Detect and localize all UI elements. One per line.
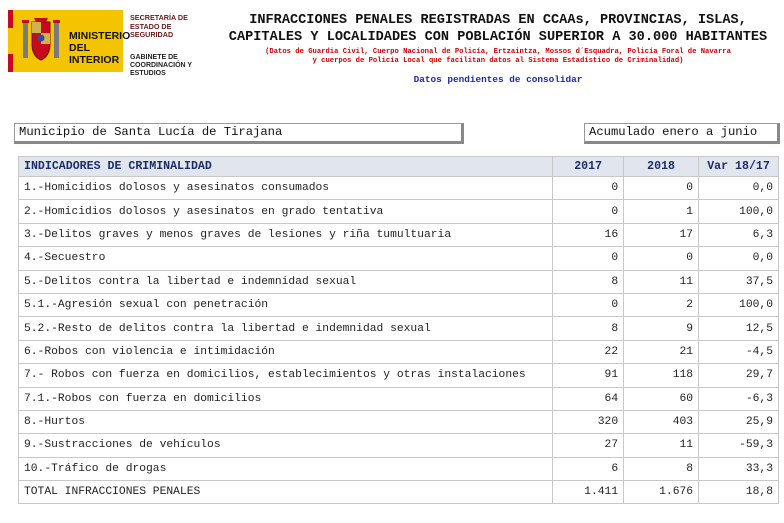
value-2018-cell: 11 bbox=[624, 434, 699, 457]
pending-notice: Datos pendientes de consolidar bbox=[413, 74, 583, 85]
table-row bbox=[19, 340, 779, 363]
value-2018-cell: 0 bbox=[624, 247, 699, 270]
total-label-cell: TOTAL INFRACCIONES PENALES bbox=[19, 481, 553, 504]
value-2017-cell: 8 bbox=[553, 317, 624, 340]
value-2017-cell: 0 bbox=[553, 247, 624, 270]
value-2018-cell: 17 bbox=[624, 223, 699, 246]
ministry-line1: MINISTERIO bbox=[69, 30, 131, 42]
variation-cell: 25,9 bbox=[699, 410, 779, 433]
subtitle-line2: y cuerpos de Policía Local que facilitan datos al Sistema Estadístico de Criminalidad) bbox=[312, 57, 684, 65]
total-2017-cell: 1.411 bbox=[553, 481, 624, 504]
indicator-cell: 5.1.-Agresión sexual con penetración bbox=[19, 293, 553, 316]
value-2018-cell: 403 bbox=[624, 410, 699, 433]
indicator-cell: 9.-Sustracciones de vehículos bbox=[19, 434, 553, 457]
value-2018-cell: 21 bbox=[624, 340, 699, 363]
variation-cell: 37,5 bbox=[699, 270, 779, 293]
variation-cell: 29,7 bbox=[699, 364, 779, 387]
value-2018-cell: 118 bbox=[624, 364, 699, 387]
value-2017-cell: 320 bbox=[553, 410, 624, 433]
value-2017-cell: 0 bbox=[553, 200, 624, 223]
header-variation: Var 18/17 bbox=[699, 157, 779, 177]
table-row bbox=[19, 317, 779, 340]
total-variation-cell: 18,8 bbox=[699, 481, 779, 504]
gabinete-label: GABINETE DE COORDINACIÓN Y ESTUDIOS bbox=[130, 54, 192, 77]
value-2017-cell: 22 bbox=[553, 340, 624, 363]
ministry-line2: DEL INTERIOR bbox=[69, 42, 120, 66]
value-2017-cell: 64 bbox=[553, 387, 624, 410]
value-2017-cell: 0 bbox=[553, 177, 624, 200]
table-row bbox=[19, 247, 779, 270]
table-header-row bbox=[19, 157, 779, 177]
total-row bbox=[19, 481, 779, 504]
table-row bbox=[19, 200, 779, 223]
total-2018-cell: 1.676 bbox=[624, 481, 699, 504]
crime-indicators-table bbox=[18, 156, 779, 504]
value-2018-cell: 0 bbox=[624, 177, 699, 200]
variation-cell: 33,3 bbox=[699, 457, 779, 480]
value-2017-cell: 0 bbox=[553, 293, 624, 316]
indicator-cell: 6.-Robos con violencia e intimidación bbox=[19, 340, 553, 363]
secretaria-label: SECRETARÍA DE ESTADO DE SEGURIDAD bbox=[130, 13, 188, 39]
variation-cell: 100,0 bbox=[699, 293, 779, 316]
value-2018-cell: 2 bbox=[624, 293, 699, 316]
value-2018-cell: 8 bbox=[624, 457, 699, 480]
indicator-cell: 8.-Hurtos bbox=[19, 410, 553, 433]
indicator-cell: 2.-Homicidios dolosos y asesinatos en grado tentativa bbox=[19, 200, 553, 223]
indicator-cell: 7.- Robos con fuerza en domicilios, establecimientos y otras instalaciones bbox=[19, 364, 553, 387]
table-row bbox=[19, 410, 779, 433]
indicator-cell: 4.-Secuestro bbox=[19, 247, 553, 270]
header-2018: 2018 bbox=[624, 157, 699, 177]
subtitle-line1: (Datos de Guardia Civil, Cuerpo Nacional de Policía, Ertzaintza, Mossos d´Esquadra, Policía Foral de Navarra bbox=[265, 48, 731, 56]
page-subtitle bbox=[212, 48, 784, 66]
value-2017-cell: 16 bbox=[553, 223, 624, 246]
variation-cell: -59,3 bbox=[699, 434, 779, 457]
indicator-cell: 1.-Homicidios dolosos y asesinatos consumados bbox=[19, 177, 553, 200]
value-2018-cell: 9 bbox=[624, 317, 699, 340]
indicator-cell: 5.-Delitos contra la libertad e indemnidad sexual bbox=[19, 270, 553, 293]
variation-cell: 100,0 bbox=[699, 200, 779, 223]
value-2018-cell: 11 bbox=[624, 270, 699, 293]
table-row bbox=[19, 387, 779, 410]
table-row bbox=[19, 293, 779, 316]
period-selector[interactable]: Acumulado enero a junio bbox=[584, 123, 780, 144]
table-row bbox=[19, 457, 779, 480]
variation-cell: 0,0 bbox=[699, 247, 779, 270]
table-row bbox=[19, 434, 779, 457]
municipality-selector[interactable]: Municipio de Santa Lucía de Tirajana bbox=[14, 123, 464, 144]
variation-cell: -4,5 bbox=[699, 340, 779, 363]
indicator-cell: 3.-Delitos graves y menos graves de lesiones y riña tumultuaria bbox=[19, 223, 553, 246]
value-2018-cell: 1 bbox=[624, 200, 699, 223]
header-2017: 2017 bbox=[553, 157, 624, 177]
table-row bbox=[19, 223, 779, 246]
indicator-cell: 5.2.-Resto de delitos contra la libertad e indemnidad sexual bbox=[19, 317, 553, 340]
variation-cell: 0,0 bbox=[699, 177, 779, 200]
coat-of-arms-icon bbox=[17, 18, 65, 64]
value-2017-cell: 8 bbox=[553, 270, 624, 293]
ministry-logo bbox=[8, 10, 202, 77]
header-indicators: INDICADORES DE CRIMINALIDAD bbox=[19, 157, 553, 177]
indicator-cell: 7.1.-Robos con fuerza en domicilios bbox=[19, 387, 553, 410]
table-row bbox=[19, 364, 779, 387]
page-title bbox=[212, 12, 784, 46]
table-row bbox=[19, 270, 779, 293]
title-line2: CAPITALES Y LOCALIDADES CON POBLACIÓN SUPERIOR A 30.000 HABITANTES bbox=[228, 30, 768, 45]
variation-cell: 6,3 bbox=[699, 223, 779, 246]
variation-cell: 12,5 bbox=[699, 317, 779, 340]
ministry-block bbox=[13, 10, 131, 72]
title-line1: INFRACCIONES PENALES REGISTRADAS EN CCAAs, PROVINCIAS, ISLAS, bbox=[249, 13, 747, 28]
value-2017-cell: 91 bbox=[553, 364, 624, 387]
table-row bbox=[19, 177, 779, 200]
value-2017-cell: 27 bbox=[553, 434, 624, 457]
variation-cell: -6,3 bbox=[699, 387, 779, 410]
indicator-cell: 10.-Tráfico de drogas bbox=[19, 457, 553, 480]
value-2017-cell: 6 bbox=[553, 457, 624, 480]
ministry-name bbox=[69, 30, 130, 66]
value-2018-cell: 60 bbox=[624, 387, 699, 410]
